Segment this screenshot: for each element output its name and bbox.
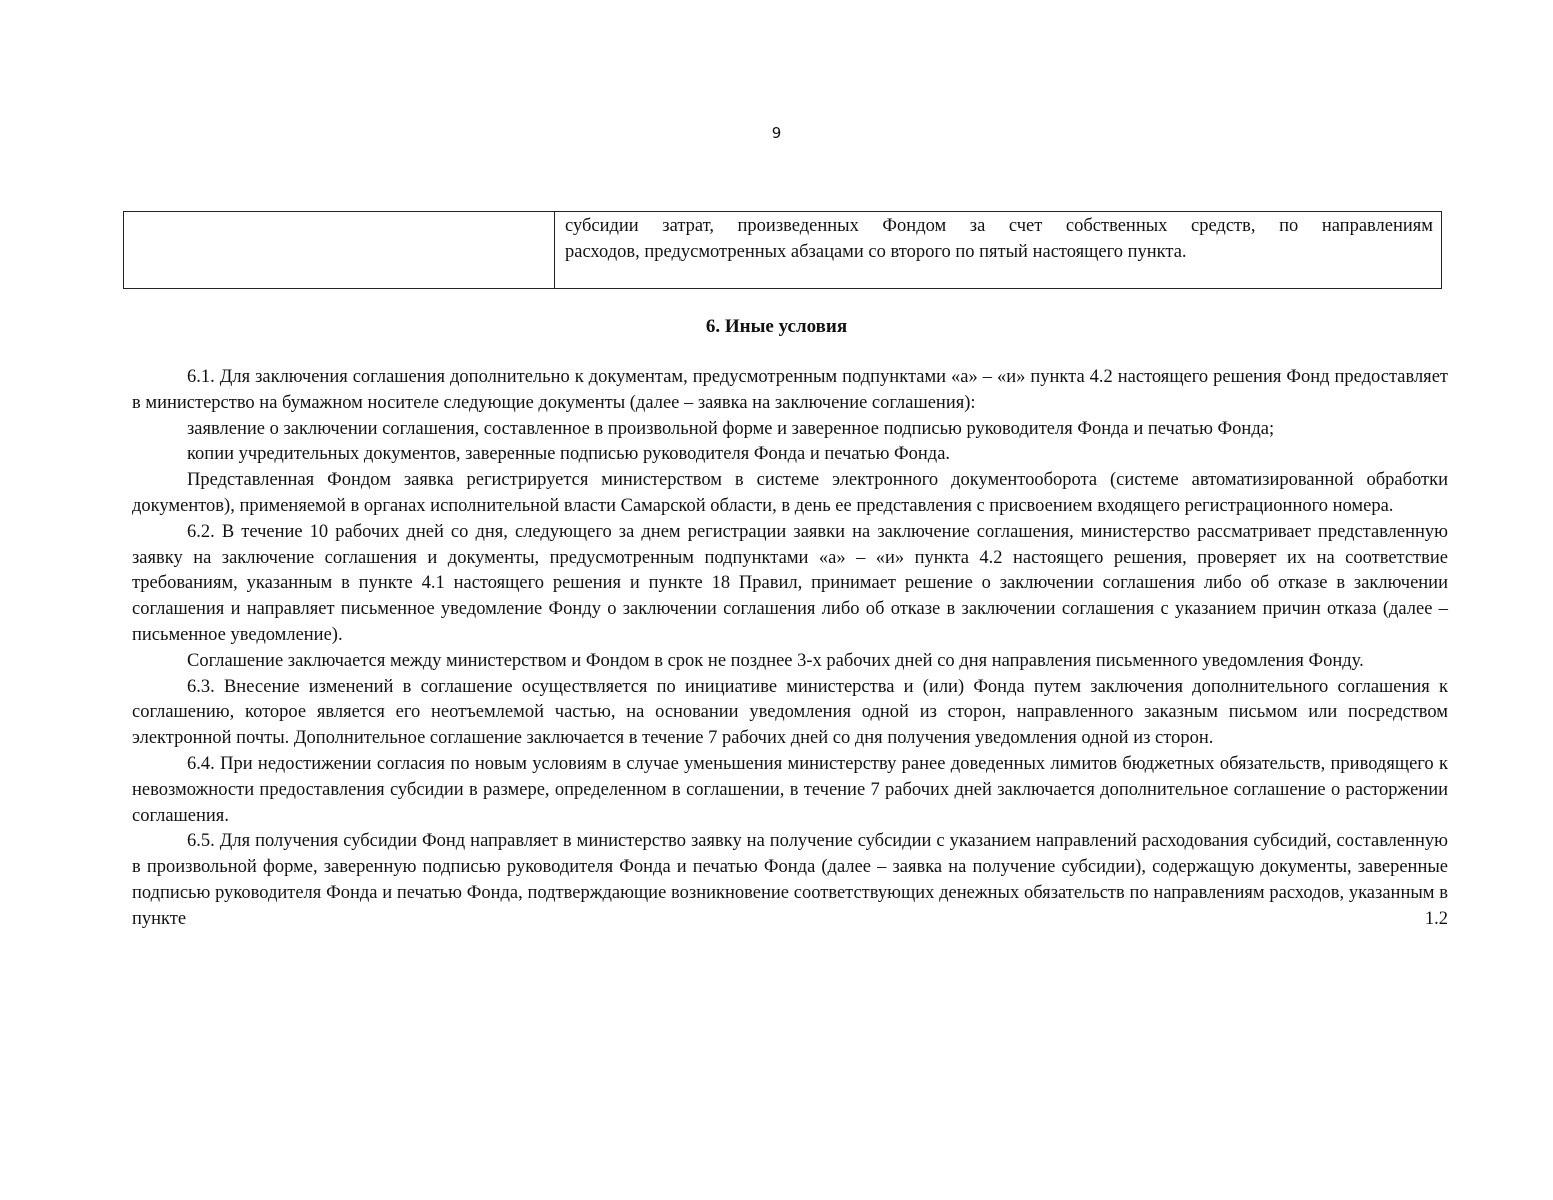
paragraph: заявление о заключении соглашения, составленное в произвольной форме и заверенное подписью руководителя Фонда и печатью Фонда;: [187, 418, 1275, 439]
continuation-table: [123, 211, 1442, 289]
paragraph: 6.1. Для заключения соглашения дополнительно к документам, предусмотренным подпунктами «а» – «и» пункта 4.2 настоящего решения Фонд предоставляет в министерство на бумажном носителе следующие документы (далее – заявка на заключение соглашения):: [132, 367, 1448, 413]
page-number: 9: [771, 124, 782, 142]
paragraph: 6.5. Для получения субсидии Фонд направляет в министерство заявку на получение субсидии с указанием направлений расходования субсидий, составленную в произвольной форме, заверенную подписью руководителя Фонда и печатью Фонда (далее – заявка на получение субсидии), содержащую документы, заверенные подписью руководителя Фонда и печатью Фонда, подтверждающие возникновение соответствующих денежных обязательств по направлениям расходов, указанным в пункте 1.2: [132, 831, 1448, 929]
table-cell-left: [124, 212, 555, 289]
paragraph: Представленная Фондом заявка регистрируется министерством в системе электронного документооборота (системе автоматизированной обработки документов), применяемой в органах исполнительной власти Самарской области, в день ее представления с присвоением входящего регистрационного номера.: [132, 470, 1448, 516]
table-cell-line: расходов, предусмотренных абзацами со второго по пятый настоящего пункта.: [565, 242, 1187, 262]
table-cell-right: [555, 212, 1442, 289]
paragraph: копии учредительных документов, заверенные подписью руководителя Фонда и печатью Фонда.: [187, 444, 951, 465]
table-cell-line: субсидии затрат, произведенных Фондом за счет собственных средств, по направлениям: [565, 216, 1433, 236]
document-body: [132, 365, 1448, 933]
paragraph: 6.4. При недостижении согласия по новым условиям в случае уменьшения министерству ранее доведенных лимитов бюджетных обязательств, приводящего к невозможности предоставления субсидии в размере, определенном в соглашении, в течение 7 рабочих дней заключается дополнительное соглашение о расторжении соглашения.: [132, 753, 1448, 826]
paragraph: 6.2. В течение 10 рабочих дней со дня, следующего за днем регистрации заявки на заключение соглашения, министерство рассматривает представленную заявку на заключение соглашения и документы, предусмотренным подпунктами «а» – «и» пункта 4.2 настоящего решения, проверяет их на соответствие требованиям, указанным в пункте 4.1 настоящего решения и пункте 18 Правил, принимает решение о заключении соглашения либо об отказе в заключении соглашения и направляет письменное уведомление Фонду о заключении соглашения либо об отказе в заключении соглашения с указанием причин отказа (далее – письменное уведомление).: [132, 521, 1448, 645]
paragraph: Соглашение заключается между министерством и Фондом в срок не позднее 3-х рабочих дней со дня направления письменного уведомления Фонду.: [187, 650, 1364, 671]
table-row: [124, 212, 1442, 289]
paragraph: 6.3. Внесение изменений в соглашение осуществляется по инициативе министерства и (или) Фонда путем заключения дополнительного соглашения к соглашению, которое является его неотъемлемой частью, на основании уведомления одной из сторон, направленного заказным письмом или посредством электронной почты. Дополнительное соглашение заключается в течение 7 рабочих дней со дня получения уведомления одной из сторон.: [132, 676, 1448, 749]
section-title: 6. Иные условия: [705, 316, 848, 337]
